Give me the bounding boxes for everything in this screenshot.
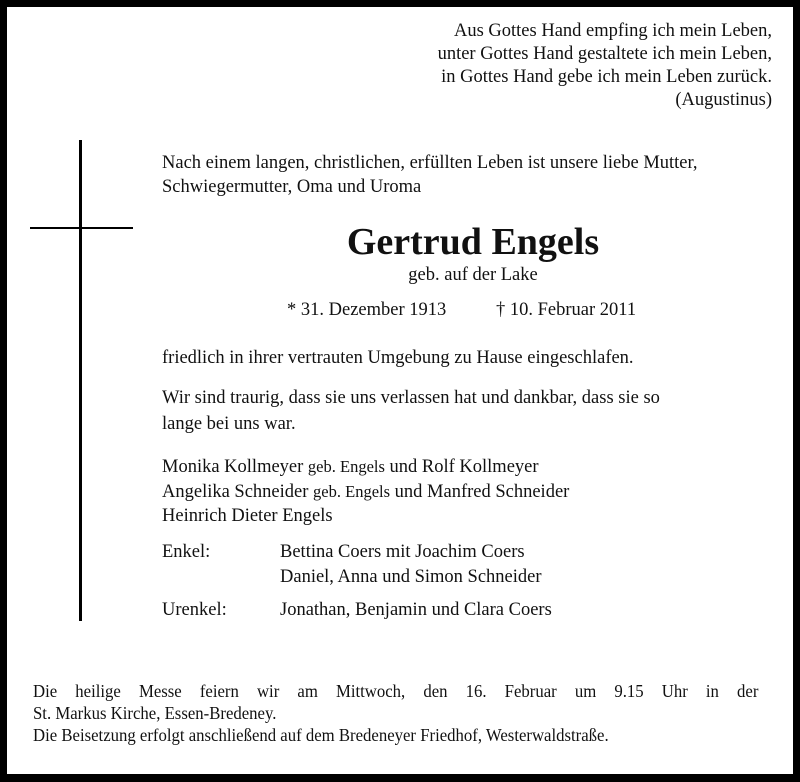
gratitude-text (162, 385, 660, 437)
deceased-name: Gertrud Engels (346, 221, 600, 263)
child-birth-name: geb. Engels (313, 481, 391, 501)
child-name: Heinrich Dieter Engels (162, 506, 333, 526)
birth-date: * 31. Dezember 1913 (287, 300, 447, 320)
motto-attribution: (Augustinus) (675, 90, 772, 110)
great-grandchildren-names (280, 598, 552, 623)
motto-line: unter Gottes Hand gestaltete ich mein Leben, (437, 44, 772, 64)
motto-line: in Gottes Hand gebe ich mein Leben zurück. (441, 67, 772, 87)
motto-quote (438, 20, 772, 112)
intro-line: Nach einem langen, christlichen, erfüllten Leben ist unsere liebe Mutter, (162, 153, 698, 173)
obituary-notice (7, 7, 793, 774)
grandchild-entry: Bettina Coers mit Joachim Coers (280, 542, 525, 562)
great-grandchild-entry: Jonathan, Benjamin und Clara Coers (280, 600, 552, 620)
child-name: Angelika Schneider (162, 481, 309, 502)
intro-text (162, 151, 698, 199)
passing-text: friedlich in ihrer vertrauten Umgebung zu Hause eingeschlafen. (162, 348, 634, 368)
child-birth-name: geb. Engels (307, 457, 385, 476)
grandchildren-names (280, 540, 542, 589)
cross-vertical-bar (79, 140, 82, 621)
children-list (162, 455, 569, 529)
child-name: Monika Kollmeyer (162, 457, 304, 477)
gratitude-line: lange bei uns war. (162, 414, 296, 434)
church-location-line: St. Markus Kirche, Essen-Bredeney. (33, 703, 277, 723)
child-partner: und Manfred Schneider (394, 481, 570, 502)
intro-line: Schwiegermutter, Oma und Uroma (162, 177, 422, 197)
child-entry (162, 480, 569, 505)
great-grandchildren-label: Urenkel: (162, 600, 227, 620)
mass-info-line: Die heilige Messe feiern wir am Mittwoch, den 16. Februar um 9.15 Uhr in der (33, 681, 759, 701)
service-info (33, 680, 758, 746)
maiden-name: geb. auf der Lake (408, 265, 538, 285)
child-entry (162, 455, 569, 480)
motto-line: Aus Gottes Hand empfing ich mein Leben, (453, 21, 772, 41)
death-date: † 10. Februar 2011 (496, 300, 637, 320)
gratitude-line: Wir sind traurig, dass sie uns verlassen hat und dankbar, dass sie so (162, 388, 660, 408)
grandchildren-label: Enkel: (162, 542, 211, 562)
burial-info-line: Die Beisetzung erfolgt anschließend auf dem Bredeneyer Friedhof, Westerwaldstraße. (33, 725, 609, 745)
grandchild-entry: Daniel, Anna und Simon Schneider (280, 566, 542, 587)
child-entry (162, 504, 569, 529)
child-partner: und Rolf Kollmeyer (389, 457, 539, 477)
